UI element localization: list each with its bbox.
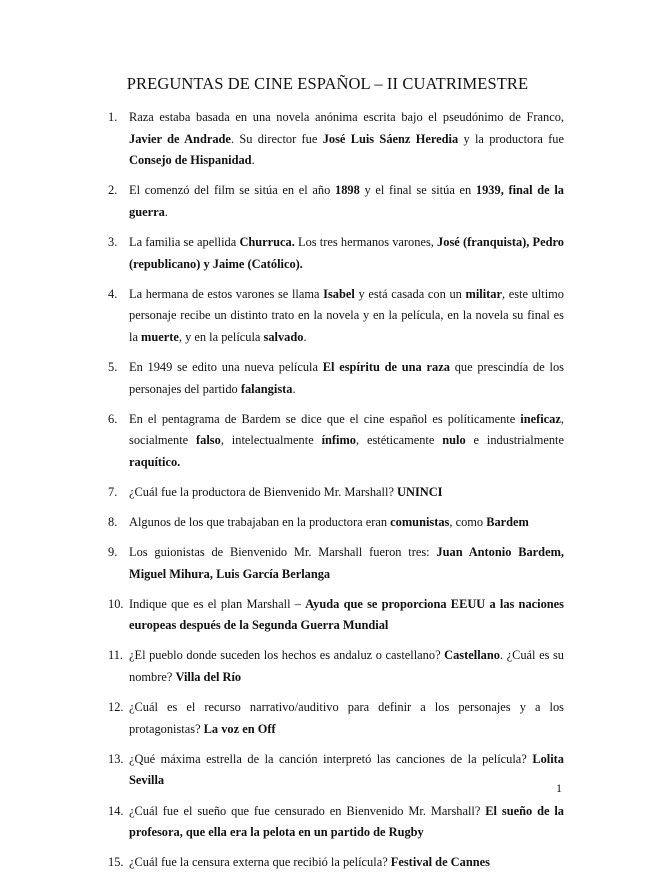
list-item-text (129, 284, 564, 349)
question-text: ¿Cuál es el recurso narrativo/auditivo para definir a los personajes y a los protagonistas? (129, 700, 564, 736)
question-text: . Su director fue (230, 131, 323, 146)
answer-text: ineficaz (520, 411, 561, 426)
list-item-text (129, 409, 564, 474)
list-item-text (129, 180, 564, 223)
answer-text: falso (196, 433, 221, 448)
answer-text: Castellano (444, 648, 500, 663)
question-text: Algunos de los que trabajaban en la productora eran (129, 515, 391, 529)
list-item (0, 749, 564, 792)
list-item-number: 12. (108, 700, 124, 715)
list-item-number: 15. (108, 855, 124, 870)
question-text: ¿Cuál fue la productora de Bienvenido Mr. Marshall? (129, 484, 398, 499)
question-text: . (303, 329, 307, 344)
answer-text: José (franquista), Pedro (republicano) y Jaime (Católico). (129, 234, 564, 271)
list-item-text (129, 232, 564, 275)
question-text: Los guionistas de Bienvenido Mr. Marshall fueron tres: (129, 545, 437, 560)
question-text: La hermana de estos varones se llama (129, 286, 324, 301)
list-item (0, 409, 564, 474)
answer-text: 1939, final de la guerra (129, 183, 564, 219)
list-item (0, 645, 564, 688)
list-item-text (129, 542, 564, 585)
question-text: , intelectualmente (220, 433, 322, 448)
list-item (0, 232, 564, 275)
list-item-number: 1. (108, 110, 118, 124)
list-item (0, 482, 564, 504)
question-text: . (251, 153, 255, 168)
list-item (0, 180, 564, 223)
list-item (0, 357, 564, 400)
question-text: Raza estaba basada en una novela anónima escrita bajo el pseudónimo de Franco, (129, 110, 564, 124)
list-item-text (129, 749, 564, 792)
answer-text: ínfimo (321, 433, 356, 448)
question-text: ¿Cuál fue la censura externa que recibió la película? (129, 855, 391, 870)
question-text: , y en la película (178, 329, 264, 344)
answer-text: José Luis Sáenz Heredia (322, 131, 459, 146)
question-text: ¿Qué máxima estrella de la canción interpretó las canciones de la película? (129, 751, 533, 766)
answer-text: militar (465, 286, 502, 301)
list-item-number: 13. (108, 751, 124, 766)
list-item (0, 512, 564, 534)
list-item-number: 7. (108, 484, 118, 499)
question-text: . (292, 381, 296, 396)
answer-text: comunistas (390, 515, 450, 529)
question-text: El comenzó del film se sitúa en el año (129, 183, 336, 198)
question-text: que prescindía de los personajes del partido (129, 359, 564, 396)
question-text: Indique que es el plan Marshall – (129, 596, 306, 611)
list-item-text (129, 801, 564, 844)
list-item-text (129, 852, 564, 874)
question-list (0, 107, 564, 882)
list-item-number: 6. (108, 411, 118, 426)
list-item-text (129, 512, 564, 534)
list-item (0, 542, 564, 585)
question-text: En el pentagrama de Bardem se dice que el cine español es políticamente (129, 411, 521, 426)
list-item-number: 14. (108, 803, 124, 818)
page-title: PREGUNTAS DE CINE ESPAÑOL – II CUATRIMESTRE (126, 74, 529, 93)
question-text: y está casada con un (354, 286, 466, 301)
list-item-text (129, 107, 564, 172)
question-text: . (164, 204, 168, 219)
list-item-text (129, 594, 564, 637)
answer-text: Javier de Andrade (129, 131, 231, 146)
answer-text: UNINCI (397, 484, 443, 499)
list-item-text (129, 482, 564, 504)
list-item-number: 8. (108, 515, 118, 529)
list-item (0, 107, 564, 172)
list-item-number: 11. (108, 648, 124, 663)
answer-text: falangista (240, 381, 293, 396)
list-item-number: 9. (108, 545, 118, 560)
question-text: . ¿Cuál es su nombre? (129, 648, 564, 685)
question-text: , socialmente (129, 411, 564, 448)
answer-text: salvado (263, 329, 304, 344)
question-text: ¿El pueblo donde suceden los hechos es andaluz o castellano? (129, 648, 445, 663)
answer-text: La voz en Off (203, 721, 276, 736)
answer-text: Isabel (323, 286, 355, 301)
answer-text: Festival de Cannes (390, 855, 490, 870)
answer-text: Juan Antonio Bardem, Miguel Mihura, Luis García Berlanga (129, 545, 564, 581)
question-text: , como (449, 515, 487, 529)
answer-text: El sueño de la profesora, que ella era la pelota en un partido de Rugby (129, 803, 564, 840)
list-item-number: 4. (108, 286, 118, 301)
list-item-number: 3. (108, 234, 118, 249)
list-item (0, 801, 564, 844)
answer-text: Villa del Río (175, 670, 242, 685)
question-text: , este ultimo personaje recibe un distinto trato en la novela y en la película, en la novela su final es la (129, 286, 565, 344)
question-text: En 1949 se edito una nueva película (129, 359, 323, 374)
answer-text: Ayuda que se proporciona EEUU a las naciones europeas después de la Segunda Guerra Mundial (129, 596, 564, 633)
list-item-number: 2. (108, 183, 118, 198)
answer-text: Lolita Sevilla (129, 751, 564, 788)
answer-text: Bardem (486, 515, 529, 529)
question-text: e industrialmente (465, 433, 564, 448)
list-item-text (129, 697, 564, 740)
list-item (0, 697, 564, 740)
question-text: La familia se apellida (129, 234, 240, 249)
list-item (0, 284, 564, 349)
answer-text: nulo (442, 433, 466, 448)
answer-text: Churruca. (239, 234, 295, 249)
answer-text: 1898 (335, 183, 360, 198)
question-text: y la productora fue (458, 131, 564, 146)
question-text: , estéticamente (355, 433, 443, 448)
question-text: ¿Cuál fue el sueño que fue censurado en Bienvenido Mr. Marshall? (129, 803, 486, 818)
list-item-text (129, 645, 564, 688)
answer-text: raquítico. (129, 454, 181, 469)
answer-text: Consejo de Hispanidad (129, 153, 252, 168)
question-text: y el final se sitúa en (359, 183, 476, 198)
answer-text: muerte (141, 329, 179, 344)
list-item (0, 594, 564, 637)
answer-text: El espíritu de una raza (322, 359, 450, 374)
question-text: Los tres hermanos varones, (294, 234, 438, 249)
list-item-text (129, 357, 564, 400)
page-number: 1 (556, 781, 562, 795)
list-item-number: 5. (108, 359, 118, 374)
list-item-number: 10. (108, 596, 124, 611)
list-item (0, 852, 564, 874)
